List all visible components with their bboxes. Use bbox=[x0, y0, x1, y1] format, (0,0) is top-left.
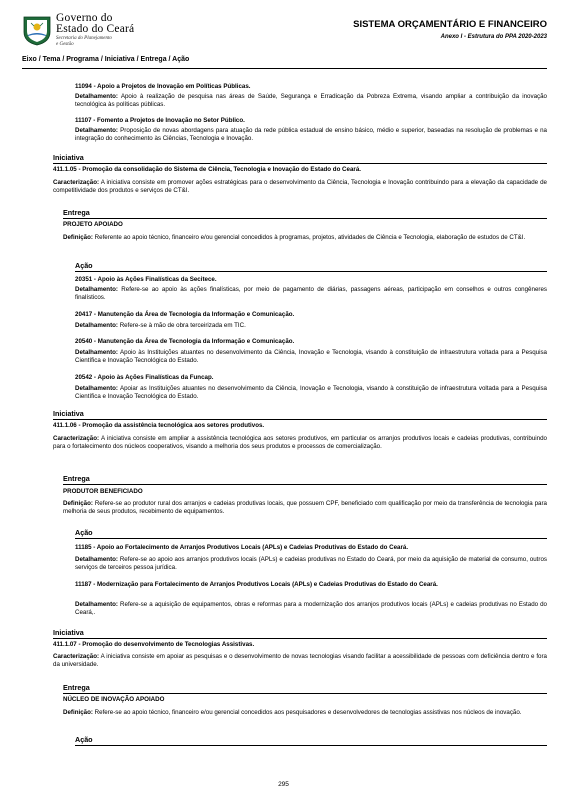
header-divider bbox=[22, 68, 547, 69]
section-divider bbox=[63, 484, 547, 485]
detalhamento-text: Apoio à realização de pesquisa nas áreas de Saúde, Segurança e Erradicação da Pobreza Extrema, visando ampliar a contribuição da inovação tecnológica às políticas públicas. bbox=[75, 93, 547, 109]
acao-code: 20417 - Manutenção da Área de Tecnologia da Informação e Comunicação. bbox=[75, 311, 295, 318]
definicao-text: Refere-se ao apoio técnico, financeiro e/ou gerencial concedidos aos pesquisadores e desenvolvedores de tecnologias assistivas nos núcleos de inovação. bbox=[94, 709, 522, 716]
acao-detalhamento bbox=[75, 601, 547, 617]
acao-heading: Ação bbox=[75, 735, 93, 744]
caracterizacao-text: A iniciativa consiste em apoiar as pesquisas e o desenvolvimento de novas tecnologias visando facilitar a acessibilidade de pessoas com deficiência dentro e fora da universidade. bbox=[53, 653, 547, 669]
entrega-definicao bbox=[63, 709, 547, 717]
section-divider bbox=[63, 693, 547, 694]
page-number: 295 bbox=[278, 781, 289, 788]
definicao-text: Referente ao apoio técnico, financeiro e/ou gerencial concedidos à programas, projetos, atividades de Ciência e Tecnologia, elaboração de estudos de CT&I. bbox=[94, 234, 526, 241]
detalhamento-label: Detalhamento: bbox=[75, 93, 118, 100]
definicao-label: Definição: bbox=[63, 709, 93, 716]
acao-code: 11107 - Fomento a Projetos de Inovação no Setor Público. bbox=[75, 117, 245, 124]
acao-code: 11187 - Modernização para Fortalecimento de Arranjos Produtivos Locais (APLs) e Cadeias Produtivas do Estado do Ceará. bbox=[75, 581, 438, 588]
iniciativa-heading: Iniciativa bbox=[53, 628, 84, 637]
acao-detalhamento bbox=[75, 322, 547, 330]
acao-code: 20351 - Apoio às Ações Finalísticas da Secitece. bbox=[75, 276, 217, 283]
definicao-label: Definição: bbox=[63, 234, 93, 241]
detalhamento-text: Refere-se ao apoio às ações finalísticas, por meio de pagamento de diárias, passagens aéreas, participação em conselhos e outros congêneres finalísticos. bbox=[75, 286, 547, 302]
acao-heading: Ação bbox=[75, 261, 93, 270]
entrega-name: PRODUTOR BENEFICIADO bbox=[63, 488, 143, 495]
gov-line2: Estado do Ceará bbox=[56, 23, 135, 35]
acao-code: 20540 - Manutenção da Área de Tecnologia da Informação e Comunicação. bbox=[75, 338, 295, 345]
acao-code: 11185 - Apoio ao Fortalecimento de Arranjos Produtivos Locais (APLs) e Cadeias Produtivas do Estado do Ceará. bbox=[75, 544, 409, 551]
state-seal-icon bbox=[22, 14, 52, 46]
entrega-definicao bbox=[63, 234, 547, 242]
detalhamento-label: Detalhamento: bbox=[75, 556, 118, 563]
acao-detalhamento bbox=[75, 286, 547, 302]
page-header bbox=[22, 12, 547, 50]
acao-detalhamento bbox=[75, 556, 547, 572]
iniciativa-code: 411.1.06 - Promoção da assistência tecnológica aos setores produtivos. bbox=[53, 422, 265, 429]
section-divider bbox=[75, 745, 547, 746]
iniciativa-caracterizacao bbox=[53, 435, 547, 451]
detalhamento-label: Detalhamento: bbox=[75, 601, 118, 608]
gov-line3: Secretaria do Planejamento bbox=[56, 36, 112, 41]
section-divider bbox=[75, 538, 547, 539]
gov-line1: Governo do bbox=[56, 12, 113, 24]
detalhamento-text: Refere-se à mão de obra terceirizada em TIC. bbox=[119, 322, 246, 329]
caracterizacao-label: Caracterização: bbox=[53, 435, 100, 442]
detalhamento-label: Detalhamento: bbox=[75, 349, 118, 356]
entrega-name: PROJETO APOIADO bbox=[63, 221, 123, 228]
detalhamento-text: Proposição de novas abordagens para atuação da rede pública estadual de ensino básico, médio e superior, baseadas na resolução de problemas e na integração do conhecimento às Ciências, Tecnologia e Inovação. bbox=[75, 127, 547, 143]
breadcrumb: Eixo / Tema / Programa / Iniciativa / Entrega / Ação bbox=[22, 56, 190, 63]
system-title: SISTEMA ORÇAMENTÁRIO E FINANCEIRO bbox=[353, 19, 547, 30]
iniciativa-heading: Iniciativa bbox=[53, 153, 84, 162]
entrega-heading: Entrega bbox=[63, 208, 90, 217]
detalhamento-label: Detalhamento: bbox=[75, 286, 118, 293]
caracterizacao-text: A iniciativa consiste em promover ações estratégicas para o desenvolvimento da Ciência, Tecnologia e Inovação contribuindo para a elevação da capacidade de competitividade dos produtos e serviços de CT&I. bbox=[53, 179, 547, 195]
caracterizacao-label: Caracterização: bbox=[53, 653, 100, 660]
acao-code: 20542 - Apoio às Ações Finalísticas da Funcap. bbox=[75, 374, 214, 381]
iniciativa-caracterizacao bbox=[53, 653, 547, 669]
acao-detalhamento bbox=[75, 93, 547, 109]
iniciativa-caracterizacao bbox=[53, 179, 547, 195]
definicao-label: Definição: bbox=[63, 500, 93, 507]
government-logo bbox=[22, 12, 172, 50]
acao-detalhamento bbox=[75, 385, 547, 401]
detalhamento-label: Detalhamento: bbox=[75, 385, 118, 392]
caracterizacao-label: Caracterização: bbox=[53, 179, 100, 186]
entrega-definicao bbox=[63, 500, 547, 516]
detalhamento-text: Refere-se ao apoio aos arranjos produtivos locais (APLs) e cadeias produtivas no Estado do Ceará, por meio da aquisição de material de consumo, outros serviços de terceiros pessoa jurídica. bbox=[75, 556, 547, 572]
acao-detalhamento bbox=[75, 349, 547, 365]
iniciativa-code: 411.1.07 - Promoção do desenvolvimento de Tecnologias Assistivas. bbox=[53, 641, 255, 648]
definicao-text: Refere-se ao produtor rural dos arranjos e cadeias produtivas locais, que possuem CPF, beneficiado com qualificação por meio da transferência de tecnologia para melhoria de seus produtos, recebimento de equipamentos. bbox=[63, 500, 547, 516]
acao-detalhamento bbox=[75, 127, 547, 143]
detalhamento-label: Detalhamento: bbox=[75, 127, 118, 134]
acao-heading: Ação bbox=[75, 528, 93, 537]
acao-code: 11094 - Apoio a Projetos de Inovação em Políticas Públicas. bbox=[75, 83, 251, 90]
section-divider bbox=[53, 163, 547, 164]
detalhamento-text: Apoiar as Instituições atuantes no desenvolvimento da Ciência, Inovação e Tecnologia, visando à constituição de infraestrutura voltada para a Pesquisa Científica e Inovação Tecnológica do Estado. bbox=[75, 385, 547, 401]
section-divider bbox=[63, 218, 547, 219]
entrega-heading: Entrega bbox=[63, 474, 90, 483]
iniciativa-heading: Iniciativa bbox=[53, 409, 84, 418]
gov-secretaria bbox=[56, 36, 112, 47]
detalhamento-text: Apoio às Instituições atuantes no desenvolvimento da Ciência, Inovação e Tecnologia, visando à constituição de infraestrutura voltada para a Pesquisa Científica e Inovação Tecnológica do Estado. bbox=[75, 349, 547, 365]
section-divider bbox=[53, 419, 547, 420]
entrega-heading: Entrega bbox=[63, 683, 90, 692]
detalhamento-text: Refere-se a aquisição de equipamentos, obras e reformas para a modernização dos arranjos produtivos locais (APLs) e cadeias produtivas no Estado do Ceará,. bbox=[75, 601, 547, 617]
caracterizacao-text: A iniciativa consiste em ampliar a assistência tecnológica aos setores produtivos, em particular os arranjos produtivos locais e cadeias produtivas, contribuindo para o fortalecimento dos núcleos cooperativos, visando a melhoria dos seus produtos e processos de comercialização. bbox=[53, 435, 547, 451]
entrega-name: NÚCLEO DE INOVAÇÃO APOIADO bbox=[63, 696, 165, 703]
detalhamento-label: Detalhamento: bbox=[75, 322, 118, 329]
iniciativa-code: 411.1.05 - Promoção da consolidação do Sistema de Ciência, Tecnologia e Inovação do Estado do Ceará. bbox=[53, 166, 361, 173]
section-divider bbox=[75, 271, 547, 272]
section-divider bbox=[53, 638, 547, 639]
system-subtitle: Anexo I - Estrutura do PPA 2020-2023 bbox=[440, 34, 547, 40]
gov-line4: e Gestão bbox=[56, 41, 74, 47]
